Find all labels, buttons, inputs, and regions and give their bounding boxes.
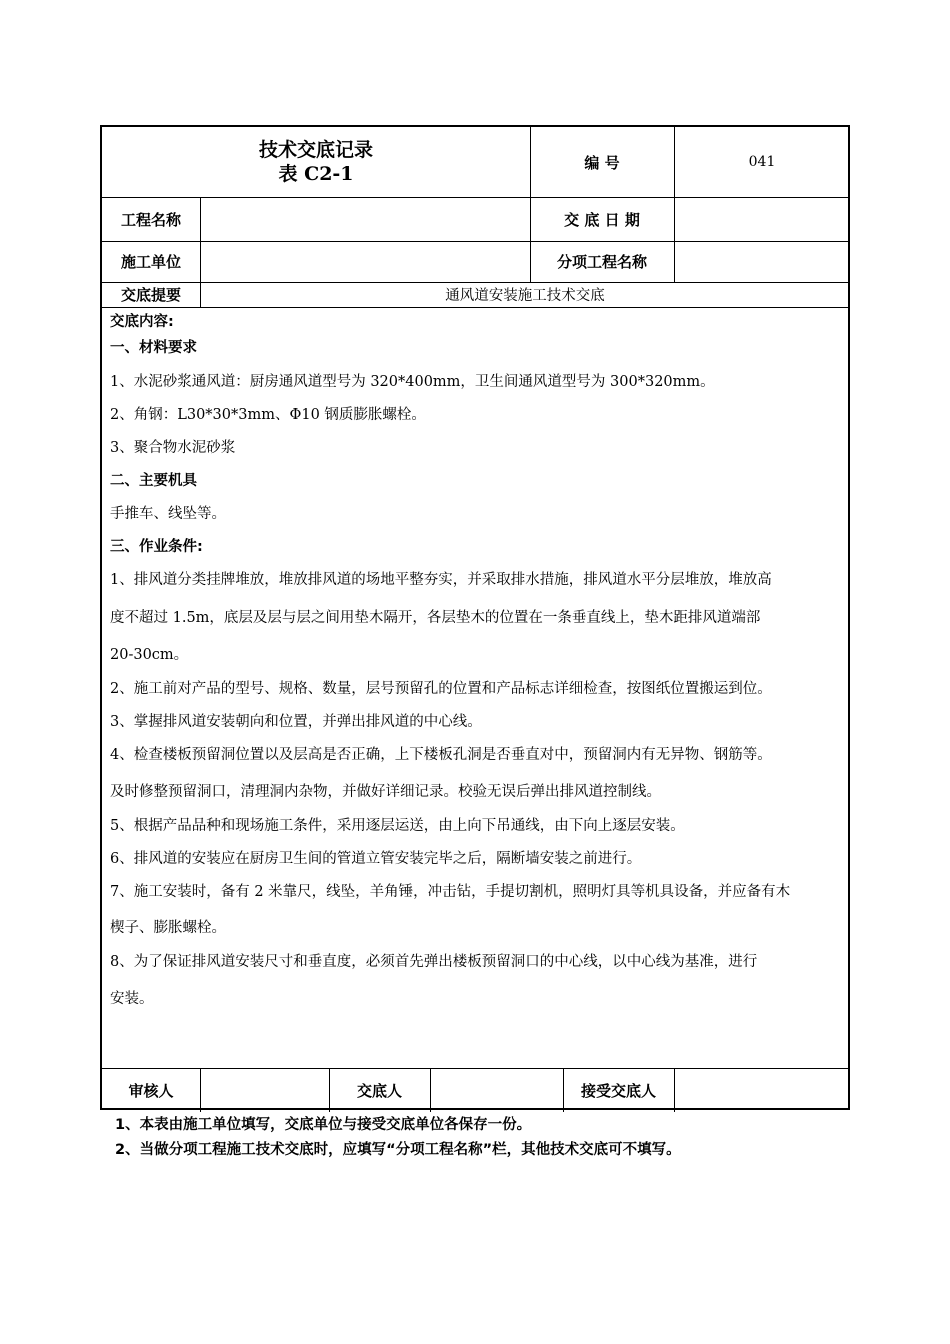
content-line: 2、施工前对产品的型号、规格、数量，层号预留孔的位置和产品标志详细检查，按图纸位置搬运到位。 [110,681,772,697]
construction-unit-label: 施工单位 [120,253,181,271]
content-line: 手推车、线坠等。 [110,506,226,522]
project-name-label: 工程名称 [120,210,181,229]
summary-label: 交底提要 [120,286,181,304]
content-line: 3、掌握排风道安装朝向和位置，并弹出排风道的中心线。 [110,714,482,730]
reviewer-field[interactable] [200,1068,329,1112]
content-line: 及时修整预留洞口，清理洞内杂物，并做好详细记录。校验无误后弹出排风道控制线。 [110,784,661,800]
disclosure-date-field[interactable] [674,197,850,241]
section-heading: 一、材料要求 [110,340,197,356]
content-label: 交底内容: [110,314,174,330]
content-line: 1、水泥砂浆通风道：厨房通风道型号为 320*400mm，卫生间通风道型号为 300*320mm。 [110,374,715,390]
disclosure-date-label: 交 底 日 期 [564,210,640,229]
content-line: 1、排风道分类挂牌堆放，堆放排风道的场地平整夯实，并采取排水措施，排风道水平分层堆放，堆放高 [110,572,772,588]
discloser-label: 交底人 [356,1081,402,1100]
content-line: 楔子、膨胀螺栓。 [110,920,226,936]
subproject-name-label: 分项工程名称 [556,253,647,271]
form-title-line2: 表 C2-1 [278,163,354,185]
content-line: 6、排风道的安装应在厨房卫生间的管道立管安装完毕之后，隔断墙安装之前进行。 [110,851,642,867]
content-line: 8、为了保证排风道安装尺寸和垂直度，必须首先弹出楼板预留洞口的中心线，以中心线为基准，进行 [110,954,758,970]
summary-value[interactable]: 通风道安装施工技术交底 [445,288,605,304]
row-divider [102,307,848,308]
footnote: 2、当做分项工程施工技术交底时，应填写“分项工程名称”栏，其他技术交底可不填写。 [115,1142,681,1158]
content-line: 安装。 [110,991,154,1007]
disclosure-record-table [100,125,850,1110]
subproject-name-field[interactable] [674,241,850,282]
content-line: 度不超过 1.5m，底层及层与层之间用垫木隔开，各层垫木的位置在一条垂直线上，垫木距排风道端部 [110,610,761,626]
receiver-label: 接受交底人 [580,1081,656,1100]
section-heading: 三、作业条件: [110,539,203,555]
number-label: 编 号 [584,153,620,172]
content-line: 4、检查楼板预留洞位置以及层高是否正确，上下楼板孔洞是否垂直对中，预留洞内有无异物、钢筋等。 [110,747,772,763]
form-title [102,127,530,197]
content-line: 20-30cm。 [110,647,189,663]
receiver-field[interactable] [674,1068,850,1112]
section-heading: 二、主要机具 [110,473,197,489]
construction-unit-field[interactable] [200,241,530,282]
content-line: 2、角钢：L30*30*3mm、Φ10 钢质膨胀螺栓。 [110,407,426,423]
number-value[interactable]: 041 [748,154,776,170]
discloser-field[interactable] [430,1068,563,1112]
reviewer-label: 审核人 [128,1081,174,1100]
content-line: 5、根据产品品种和现场施工条件，采用逐层运送，由上向下吊通线，由下向上逐层安装。 [110,818,685,834]
content-line: 3、聚合物水泥砂浆 [110,440,236,456]
footnote: 1、本表由施工单位填写，交底单位与接受交底单位各保存一份。 [115,1117,532,1133]
project-name-field[interactable] [200,197,530,241]
form-title-line1: 技术交底记录 [258,139,373,161]
content-line: 7、施工安装时，备有 2 米靠尺，线坠，羊角锤，冲击钻，手提切割机，照明灯具等机具设备，并应备有木 [110,884,791,900]
